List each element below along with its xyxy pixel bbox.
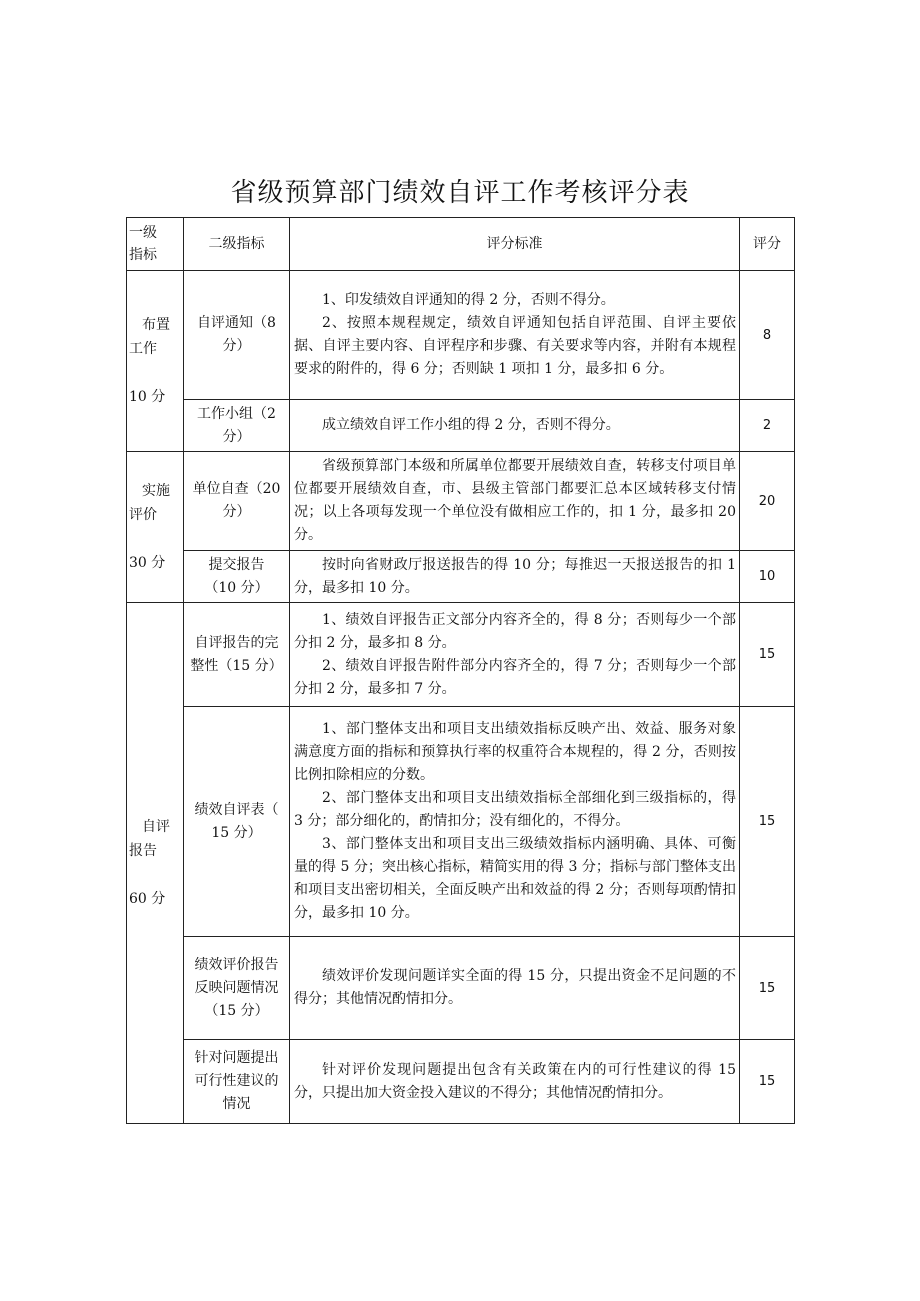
level2-indicator: 针对问题提出 可行性建议的 情况 (184, 1040, 290, 1124)
score-cell: 2 (740, 400, 795, 452)
level1-label-mid: 报告 (129, 843, 157, 859)
level2-indicator: 自评报告的完 整性（15 分） (184, 603, 290, 707)
score-cell: 15 (740, 1040, 795, 1124)
level1-label-mid: 工作 (129, 341, 157, 357)
criteria-cell (290, 551, 740, 603)
level1-label-mid: 评价 (129, 507, 157, 523)
criteria-cell (290, 937, 740, 1040)
criteria-item: 1、部门整体支出和项目支出绩效指标反映产出、效益、服务对象满意度方面的指标和预算执行率的权重符合本规程的，得 2 分，否则按比例扣除相应的分数。 (294, 721, 736, 783)
score-cell: 8 (740, 271, 795, 400)
criteria-item: 1、印发绩效自评通知的得 2 分，否则不得分。 (322, 292, 615, 308)
table-row (127, 400, 795, 452)
header-score: 评分 (740, 218, 795, 271)
level1-label-top: 布置 (142, 317, 170, 333)
criteria-cell (290, 603, 740, 707)
level1-points: 30 分 (129, 555, 166, 571)
level2-indicator: 提交报告 （10 分） (184, 551, 290, 603)
level2-indicator: 绩效自评表（ 15 分） (184, 707, 290, 937)
header-row (127, 218, 795, 271)
table-row (127, 707, 795, 937)
level1-indicator (127, 452, 184, 603)
criteria-item: 2、绩效自评报告附件部分内容齐全的，得 7 分；否则每少一个部分扣 2 分，最多扣 7 分。 (294, 657, 736, 697)
level1-label-top: 实施 (142, 483, 170, 499)
criteria-item: 针对评价发现问题提出包含有关政策在内的可行性建议的得 15 分，只提出加大资金投入建议的不得分；其他情况酌情扣分。 (294, 1061, 736, 1101)
table-row (127, 551, 795, 603)
level2-indicator: 单位自查（20 分） (184, 452, 290, 551)
criteria-cell (290, 400, 740, 452)
level1-points: 10 分 (129, 389, 166, 405)
level1-spacer (129, 361, 183, 385)
score-cell: 10 (740, 551, 795, 603)
level1-spacer (129, 527, 183, 551)
criteria-cell (290, 452, 740, 551)
criteria-cell (290, 271, 740, 400)
criteria-item: 按时向省财政厅报送报告的得 10 分；每推迟一天报送报告的扣 1 分，最多扣 10 分。 (294, 556, 736, 596)
criteria-item: 1、绩效自评报告正文部分内容齐全的，得 8 分；否则每少一个部分扣 2 分，最多扣 8 分。 (294, 611, 736, 651)
table-row (127, 452, 795, 551)
level1-indicator (127, 603, 184, 1124)
header-level2: 二级指标 (184, 218, 290, 271)
criteria-item: 2、按照本规程规定，绩效自评通知包括自评范围、自评主要依据、自评主要内容、自评程序和步骤、有关要求等内容，并附有本规程要求的附件的，得 6 分；否则缺 1 项扣 1 分，最多扣 6 分。 (294, 315, 736, 377)
score-cell: 15 (740, 707, 795, 937)
level2-indicator: 自评通知（8 分） (184, 271, 290, 400)
page-title: 省级预算部门绩效自评工作考核评分表 (230, 178, 690, 208)
level1-label-top: 自评 (142, 819, 170, 835)
level1-spacer (129, 863, 183, 887)
level1-points: 60 分 (129, 891, 166, 907)
header-level1: 一级 指标 (127, 218, 184, 271)
criteria-item: 3、部门整体支出和项目支出三级绩效指标内涵明确、具体、可衡量的得 5 分；突出核心指标，精简实用的得 3 分；指标与部门整体支出和项目支出密切相关，全面反映产出和效益的得 2 分；否则每项酌情扣分，最多扣 10 分。 (294, 836, 736, 921)
table-row (127, 937, 795, 1040)
table-row (127, 603, 795, 707)
criteria-cell (290, 1040, 740, 1124)
scoring-table (126, 217, 795, 1124)
criteria-item: 2、部门整体支出和项目支出绩效指标全部细化到三级指标的，得 3 分；部分细化的，酌情扣分；没有细化的，不得分。 (294, 790, 736, 829)
level2-indicator: 绩效评价报告 反映问题情况 （15 分） (184, 937, 290, 1040)
table-row (127, 1040, 795, 1124)
criteria-item: 省级预算部门本级和所属单位都要开展绩效自查，转移支付项目单位都要开展绩效自查，市、县级主管部门都要汇总本区域转移支付情况；以上各项每发现一个单位没有做相应工作的，扣 1 分，最多扣 20 分。 (294, 458, 736, 543)
criteria-item: 成立绩效自评工作小组的得 2 分，否则不得分。 (322, 417, 620, 433)
level2-indicator: 工作小组（2 分） (184, 400, 290, 452)
score-cell: 15 (740, 603, 795, 707)
level1-indicator (127, 271, 184, 452)
header-criteria: 评分标准 (290, 218, 740, 271)
criteria-item: 绩效评价发现问题详实全面的得 15 分，只提出资金不足问题的不得分；其他情况酌情扣分。 (294, 968, 736, 1007)
score-cell: 15 (740, 937, 795, 1040)
score-cell: 20 (740, 452, 795, 551)
table-row (127, 271, 795, 400)
criteria-cell (290, 707, 740, 937)
